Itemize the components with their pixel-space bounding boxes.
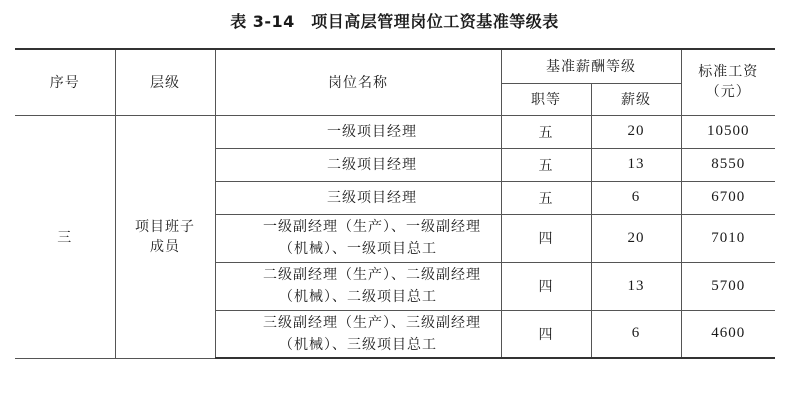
- pay-grade-cell: 6: [591, 181, 681, 214]
- position-name-line2: （机械）、二级项目总工: [279, 289, 437, 305]
- job-grade-cell: 四: [501, 214, 591, 262]
- job-grade-cell: 四: [501, 262, 591, 310]
- group-level: [115, 115, 215, 358]
- pay-grade-cell: 13: [591, 148, 681, 181]
- job-grade-cell: 四: [501, 310, 591, 358]
- position-name: [215, 214, 501, 262]
- header-pay-grade: 薪级: [591, 83, 681, 115]
- header-standard-wage: [681, 49, 775, 115]
- header-position: 岗位名称: [215, 49, 501, 115]
- job-grade-cell: 五: [501, 115, 591, 148]
- wage-cell: 10500: [681, 115, 775, 148]
- position-name-line1: 二级副经理（生产）、二级副经理: [263, 267, 481, 283]
- wage-cell: 5700: [681, 262, 775, 310]
- job-grade-cell: 五: [501, 148, 591, 181]
- position-name-line1: 三级项目经理: [327, 189, 417, 206]
- header-standard-wage-line2: （元）: [705, 84, 751, 101]
- position-name-line1: 一级副经理（生产）、一级副经理: [263, 219, 481, 235]
- pay-grade-cell: 6: [591, 310, 681, 358]
- position-name-line1: 二级项目经理: [327, 156, 417, 173]
- position-name: [215, 148, 501, 181]
- pay-grade-cell: 13: [591, 262, 681, 310]
- pay-grade-cell: 20: [591, 214, 681, 262]
- group-level-line2: 成员: [150, 238, 180, 255]
- header-seq: 序号: [15, 49, 115, 115]
- position-name-line2: （机械）、三级项目总工: [279, 336, 437, 353]
- job-grade-cell: 五: [501, 181, 591, 214]
- position-name: [215, 115, 501, 148]
- table-row: [15, 115, 775, 148]
- header-job-grade: 职等: [501, 83, 591, 115]
- wage-cell: 7010: [681, 214, 775, 262]
- wage-cell: 6700: [681, 181, 775, 214]
- group-seq: 三: [15, 115, 115, 358]
- position-name: [215, 262, 501, 310]
- pay-grade-cell: 20: [591, 115, 681, 148]
- header-level: 层级: [115, 49, 215, 115]
- position-name-line1: 一级项目经理: [327, 123, 417, 140]
- position-name-line1: 三级副经理（生产）、三级副经理: [263, 314, 481, 331]
- position-name: [215, 181, 501, 214]
- table-caption: 表 3-14 项目高层管理岗位工资基准等级表: [230, 12, 559, 31]
- header-standard-wage-line1: 标准工资: [698, 64, 759, 81]
- position-name-line2: （机械）、一级项目总工: [279, 241, 437, 257]
- wage-cell: 8550: [681, 148, 775, 181]
- group-level-line1: 项目班子: [135, 218, 195, 235]
- wage-cell: 4600: [681, 310, 775, 358]
- salary-grade-table: [15, 48, 775, 359]
- header-salary-grade: 基准薪酬等级: [501, 49, 681, 83]
- position-name: [215, 310, 501, 358]
